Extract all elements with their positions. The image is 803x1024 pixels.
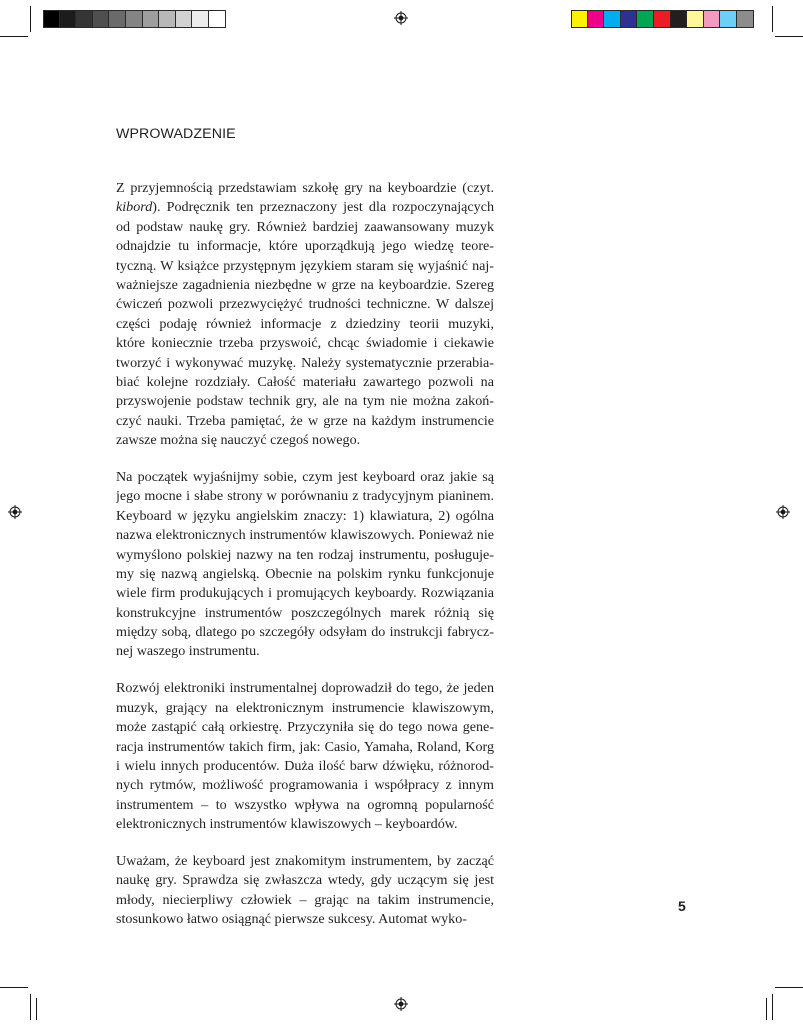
registration-mark-icon <box>776 505 790 519</box>
text-line: przyswojenie podstaw technik gry, ale na tym nie można zakoń- <box>116 393 494 410</box>
registration-mark-icon <box>394 997 408 1011</box>
text-line: tyczną. W książce przystępnym językiem staram się wyjaśnić naj- <box>116 257 494 274</box>
crop-mark <box>36 998 37 1020</box>
calibration-swatch <box>159 10 176 28</box>
text-line: my się nazwą angielską. Obecnie na polskim rynku funkcjonuje <box>116 565 494 582</box>
text-line: może zastąpić całą orkiestrę. Przyczyniła się do tego nowa gene- <box>116 719 494 736</box>
chapter-heading: WPROWADZENIE <box>116 126 236 142</box>
paragraph <box>116 179 494 450</box>
registration-mark-icon <box>8 505 22 519</box>
paragraph <box>116 679 494 834</box>
registration-mark-icon <box>394 11 408 25</box>
calibration-swatch <box>209 10 226 28</box>
grayscale-calibration-strip <box>43 10 226 28</box>
calibration-swatch <box>637 10 654 28</box>
text-line: kibord). Podręcznik ten przeznaczony jest dla rozpoczynających <box>116 199 494 216</box>
crop-mark <box>0 987 28 988</box>
calibration-swatch <box>621 10 638 28</box>
calibration-swatch <box>671 10 688 28</box>
crop-mark <box>30 6 31 32</box>
text-line: racja instrumentów takich firm, jak: Casio, Yamaha, Roland, Korg <box>116 738 494 755</box>
page-number: 5 <box>678 898 686 914</box>
body-text <box>116 179 494 947</box>
text-line: Na początek wyjaśnijmy sobie, czym jest keyboard oraz jakie są <box>116 468 494 485</box>
calibration-swatch <box>43 10 60 28</box>
crop-mark <box>775 987 803 988</box>
calibration-swatch <box>588 10 605 28</box>
text-line: między sobą, dlatego po szczegóły odsyłam do instrukcji fabrycz- <box>116 624 494 641</box>
text-line: Uważam, że keyboard jest znakomitym instrumentem, by zacząć <box>116 853 494 869</box>
crop-mark <box>30 994 31 1020</box>
text-line: części podaję również informacje z dziedziny teorii muzyki, <box>116 315 494 332</box>
text-line: młody, niecierpliwy człowiek – grając na takim instrumencie, <box>116 891 494 908</box>
text-line: konstrukcyjne instrumentów poszczególnych marek różnią się <box>116 604 494 621</box>
paragraph <box>116 852 494 930</box>
crop-mark <box>766 998 767 1020</box>
crop-mark <box>772 6 773 32</box>
text-line: tworzyć i wykonywać muzykę. Należy systematycznie przerabia- <box>116 354 494 371</box>
text-line: muzyk, grający na elektronicznym instrumencie klawiszowym, <box>116 699 494 716</box>
text-line: wymyślono polskiej nazwy na ten rodzaj instrumentu, posługuje- <box>116 546 494 563</box>
text-line: czyć nauki. Trzeba pamiętać, że w grze na każdym instrumencie <box>116 412 494 429</box>
calibration-swatch <box>192 10 209 28</box>
text-line: nazwa elektronicznych instrumentów klawiszowych. Ponieważ nie <box>116 527 494 544</box>
calibration-swatch <box>93 10 110 28</box>
text-line: Z przyjemnością przedstawiam szkołę gry na keyboardzie (czyt. <box>116 180 494 196</box>
calibration-swatch <box>176 10 193 28</box>
calibration-swatch <box>604 10 621 28</box>
text-line: Rozwój elektroniki instrumentalnej doprowadził do tego, że jeden <box>116 680 494 697</box>
text-line: i wielu innych producentów. Duża ilość barw dźwięku, różnorod- <box>116 757 494 774</box>
text-line: od podstaw naukę gry. Również bardziej zaawansowany muzyk <box>116 218 494 235</box>
color-calibration-strip <box>571 10 754 28</box>
text-line: nych rytmów, możliwość programowania i współpracy z innym <box>116 777 494 794</box>
text-line: naukę gry. Sprawdza się zwłaszcza wtedy, gdy uczącym się jest <box>116 872 494 889</box>
calibration-swatch <box>654 10 671 28</box>
text-line: instrumentem – to wszystko wpływa na ogromną popularność <box>116 796 494 813</box>
text-line: ważniejsze zagadnienia niezbędne w grze na keyboardzie. Szereg <box>116 276 494 293</box>
calibration-swatch <box>76 10 93 28</box>
crop-mark <box>0 36 28 37</box>
text-line: odnajdzie tu informacje, które uporządkują jego wiedzę teore- <box>116 238 494 255</box>
calibration-swatch <box>737 10 754 28</box>
text-line: jego mocne i słabe strony w porównaniu z tradycyjnym pianinem. <box>116 488 494 505</box>
text-line: zawsze można się nauczyć czegoś nowego. <box>116 432 361 449</box>
text-line: które koniecznie trzeba przyswoić, chcąc świadomie i ciekawie <box>116 335 494 352</box>
text-line: biać kolejne rozdziały. Całość materiału zawartego pozwoli na <box>116 373 494 390</box>
calibration-swatch <box>143 10 160 28</box>
text-line: Keyboard w języku angielskim znaczy: 1) klawiatura, 2) ogólna <box>116 507 494 524</box>
text-line: wiele firm produkujących i promujących keyboardy. Rozwiązania <box>116 585 494 602</box>
text-line: ćwiczeń pozwoli przezwyciężyć trudności techniczne. W dalszej <box>116 296 494 313</box>
calibration-swatch <box>60 10 77 28</box>
calibration-swatch <box>109 10 126 28</box>
text-line: stosunkowo łatwo osiągnąć pierwsze sukcesy. Automat wyko- <box>116 911 467 928</box>
calibration-swatch <box>571 10 588 28</box>
paragraph <box>116 468 494 662</box>
text-line: elektronicznych instrumentów klawiszowych – keyboardów. <box>116 816 458 833</box>
calibration-swatch <box>687 10 704 28</box>
crop-mark <box>775 36 803 37</box>
calibration-swatch <box>704 10 721 28</box>
text-line: nej waszego instrumentu. <box>116 643 260 660</box>
calibration-swatch <box>720 10 737 28</box>
crop-mark <box>772 994 773 1020</box>
calibration-swatch <box>126 10 143 28</box>
